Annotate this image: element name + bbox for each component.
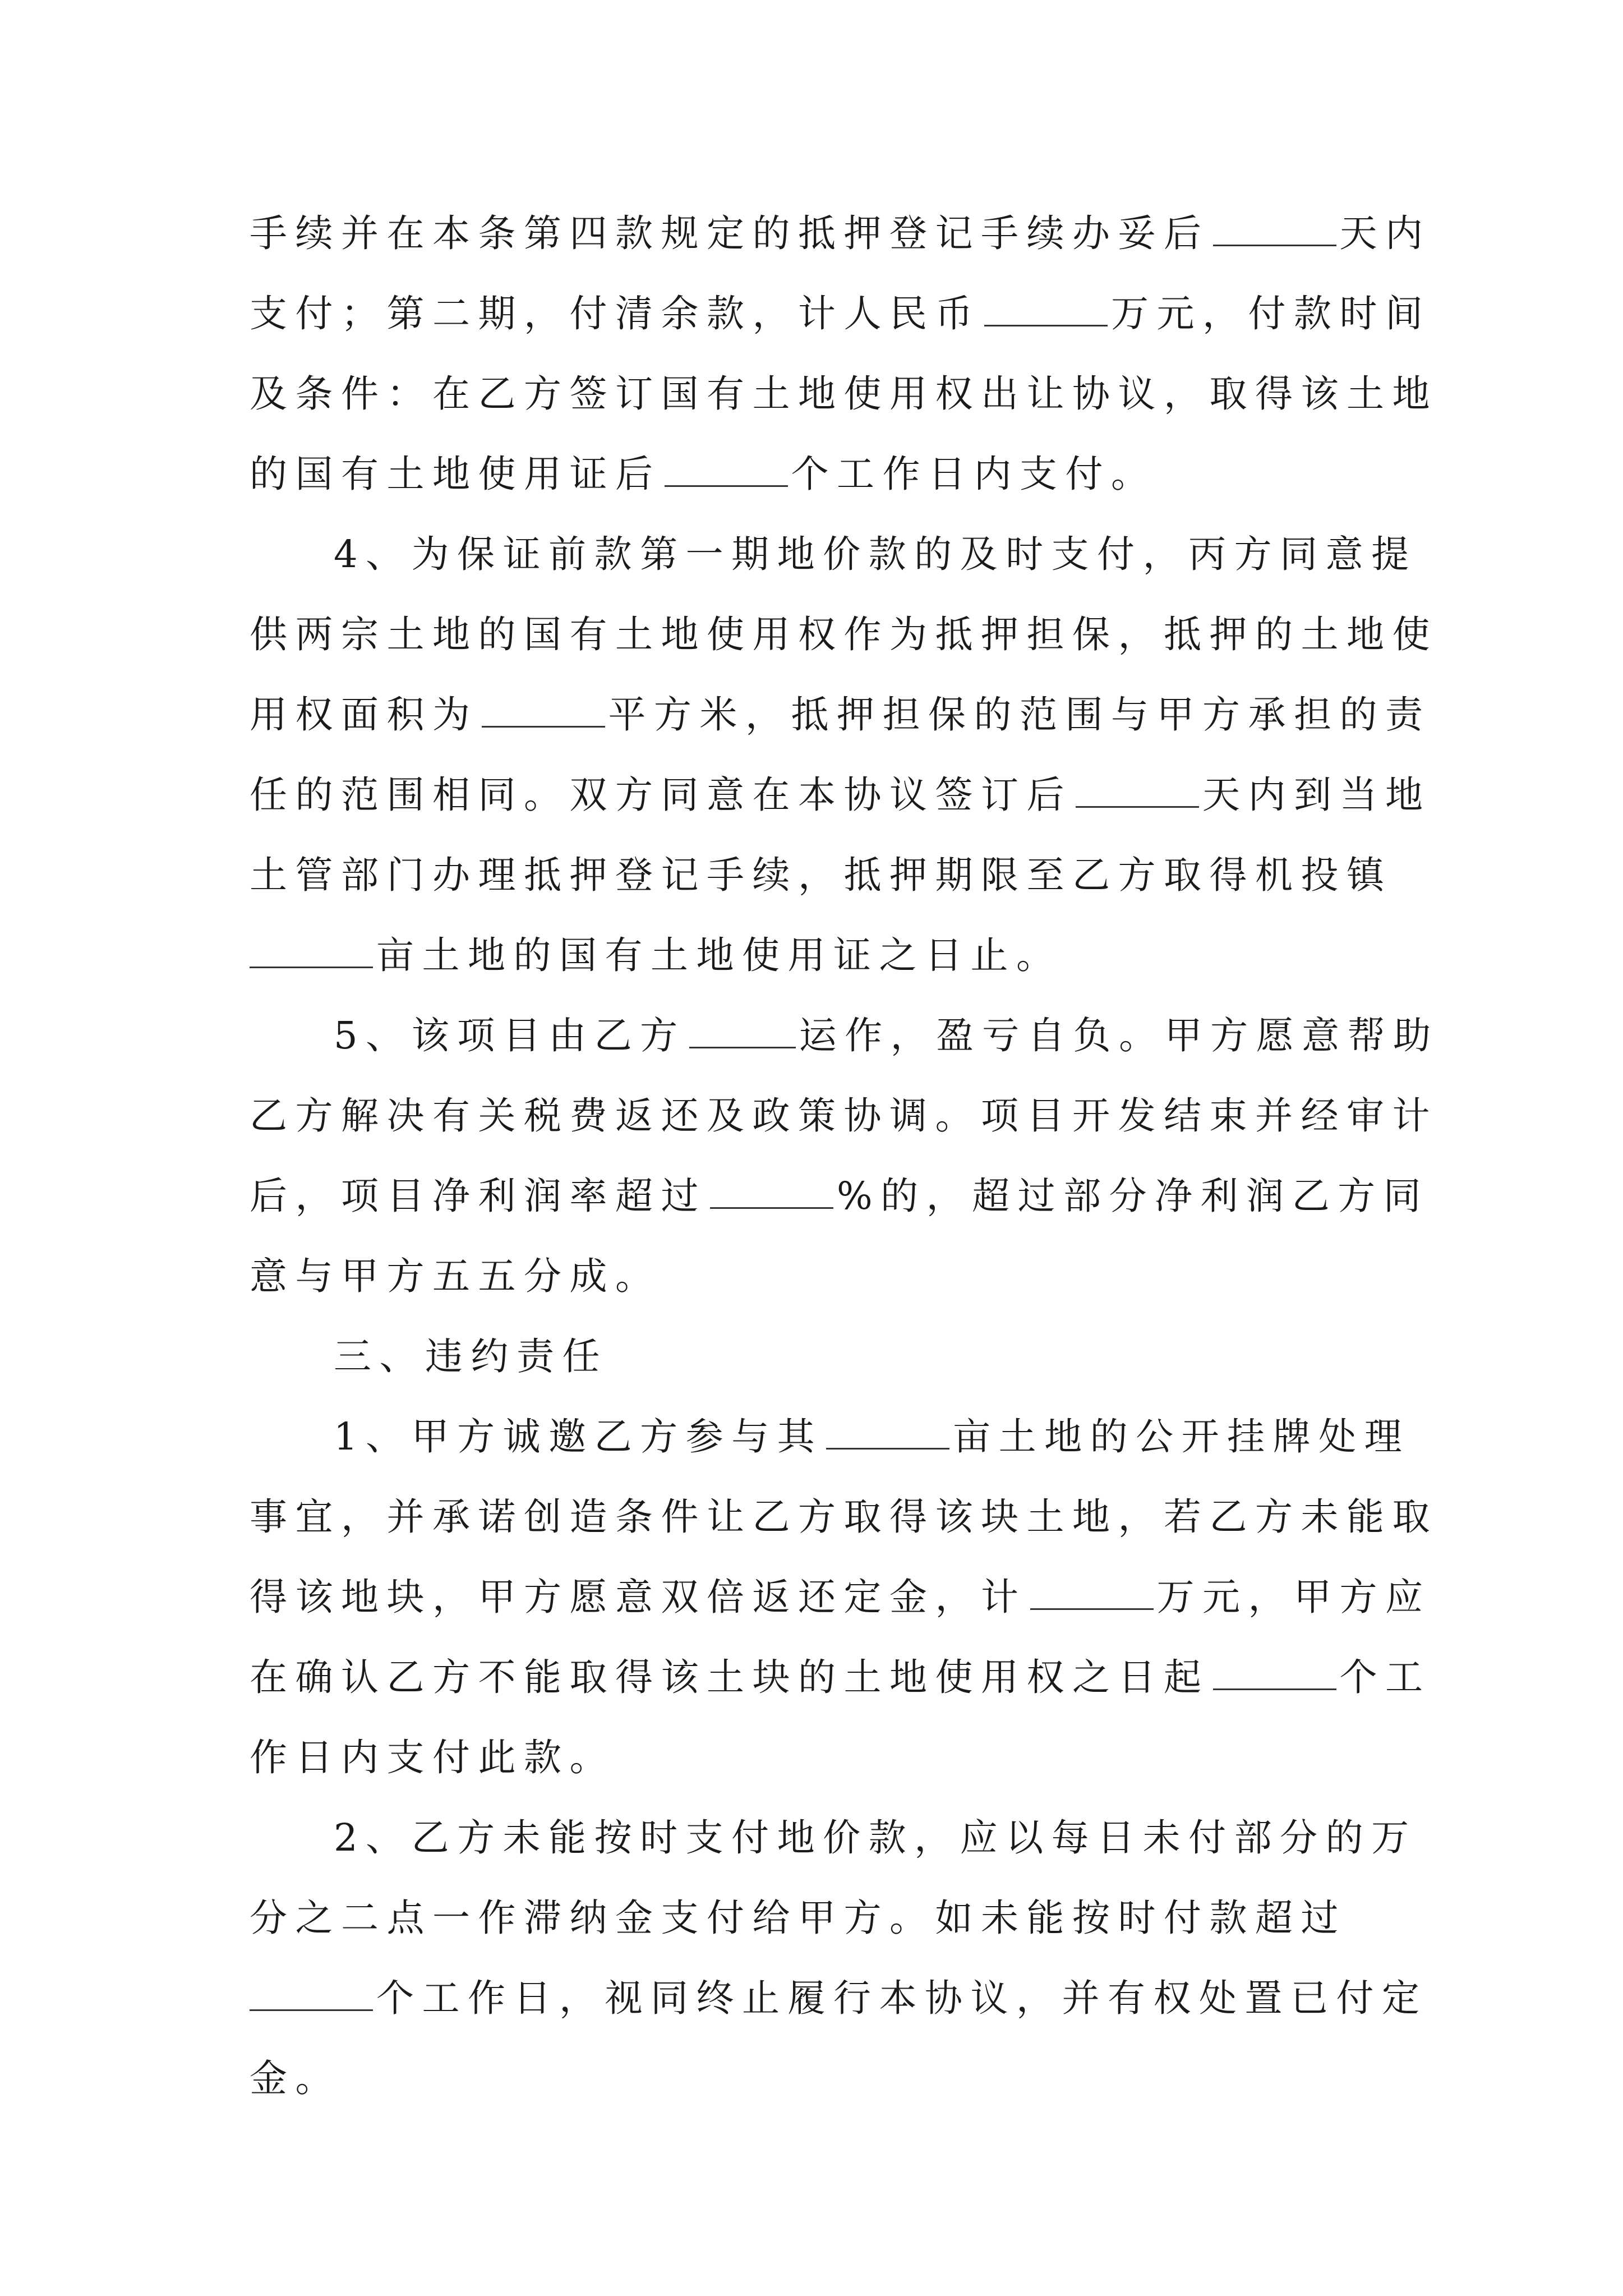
text-segment: 后，项目净利润率超过 (250, 1174, 707, 1218)
text-segment: 个工 (1339, 1655, 1431, 1699)
text-segment: 运作，盈亏自负。甲方愿意帮助 (799, 1014, 1439, 1057)
fill-in-blank (689, 1015, 796, 1048)
text-line (250, 835, 1393, 915)
fill-in-blank (250, 935, 373, 968)
text-line (250, 1958, 1428, 2039)
text-segment: 4、为保证前款第一期地价款的及时支付，丙方同意提 (334, 532, 1417, 576)
text-segment: 用权面积为 (250, 693, 478, 737)
text-line (250, 1718, 1388, 1798)
text-line (250, 755, 1431, 835)
text-segment: 乙方解决有关税费返还及政策协调。项目开发结束并经审计 (250, 1094, 1438, 1138)
text-segment: 及条件：在乙方签订国有土地使用权出让协议，取得该土地 (250, 372, 1438, 416)
text-segment: 万元，付款时间 (1111, 292, 1431, 335)
text-line (250, 354, 1438, 434)
text-line (250, 1156, 1430, 1236)
text-segment: 事宜，并承诺创造条件让乙方取得该块土地，若乙方未能取 (250, 1495, 1438, 1539)
text-segment: 个工作日内支付。 (791, 452, 1157, 496)
text-segment: 天内到当地 (1202, 773, 1431, 817)
text-segment: 在确认乙方不能取得该土块的土地使用权之日起 (250, 1655, 1210, 1699)
text-segment: 1、甲方诚邀乙方参与其 (334, 1415, 823, 1458)
fill-in-blank (984, 293, 1108, 326)
fill-in-blank (1076, 775, 1199, 808)
text-line (250, 514, 1417, 595)
fill-in-blank (1213, 213, 1336, 246)
text-line (250, 1236, 1388, 1317)
text-line (250, 434, 1388, 514)
text-segment: 任的范围相同。双方同意在本协议签订后 (250, 773, 1072, 817)
text-line (250, 675, 1431, 755)
text-segment: 得该地块，甲方愿意双倍返还定金，计 (250, 1575, 1027, 1619)
fill-in-blank (665, 454, 788, 487)
text-segment: 天内 (1339, 211, 1431, 255)
text-line (250, 595, 1438, 675)
fill-in-blank (1030, 1577, 1154, 1610)
text-segment: 土管部门办理抵押登记手续，抵押期限至乙方取得机投镇 (250, 853, 1393, 897)
document-body (250, 194, 1439, 2119)
text-line (250, 1798, 1417, 1878)
fill-in-blank (826, 1416, 949, 1450)
text-line (250, 1076, 1438, 1156)
text-segment: 2、乙方未能按时支付地价款，应以每日未付部分的万 (334, 1816, 1417, 1860)
fill-in-blank (710, 1176, 833, 1209)
text-segment: 个工作日，视同终止履行本协议，并有权处置已付定 (376, 1976, 1428, 2020)
text-line (250, 996, 1439, 1076)
text-segment: 分之二点一作滞纳金支付给甲方。如未能按时付款超过 (250, 1896, 1347, 1940)
text-segment: 供两宗土地的国有土地使用权作为抵押担保，抵押的土地使 (250, 613, 1438, 656)
text-line (250, 915, 1388, 996)
text-segment: 亩土地的公开挂牌处理 (953, 1415, 1410, 1458)
text-line (250, 1477, 1438, 1557)
text-segment: 的国有土地使用证后 (250, 452, 661, 496)
text-segment: 平方米，抵押担保的范围与甲方承担的责 (608, 693, 1431, 737)
text-line (250, 2039, 1388, 2119)
text-line (250, 194, 1431, 274)
fill-in-blank (1213, 1657, 1336, 1690)
text-line (250, 1397, 1410, 1477)
text-line (250, 274, 1431, 354)
text-segment: 意与甲方五五分成。 (250, 1254, 661, 1298)
text-segment: 金。 (250, 2056, 341, 2100)
text-line (250, 1637, 1431, 1718)
text-segment: 5、该项目由乙方 (334, 1014, 686, 1057)
text-segment: 支付；第二期，付清余款，计人民币 (250, 292, 981, 335)
fill-in-blank (250, 1978, 373, 2011)
section-heading (250, 1317, 1388, 1397)
text-segment: 亩土地的国有土地使用证之日止。 (376, 933, 1062, 977)
text-segment: 手续并在本条第四款规定的抵押登记手续办妥后 (250, 211, 1210, 255)
fill-in-blank (482, 694, 605, 728)
text-line (250, 1878, 1388, 1958)
text-segment: 三、违约责任 (334, 1335, 608, 1378)
text-segment: %的，超过部分净利润乙方同 (837, 1174, 1430, 1218)
text-segment: 万元，甲方应 (1156, 1575, 1431, 1619)
text-segment: 作日内支付此款。 (250, 1736, 615, 1779)
text-line (250, 1557, 1431, 1637)
